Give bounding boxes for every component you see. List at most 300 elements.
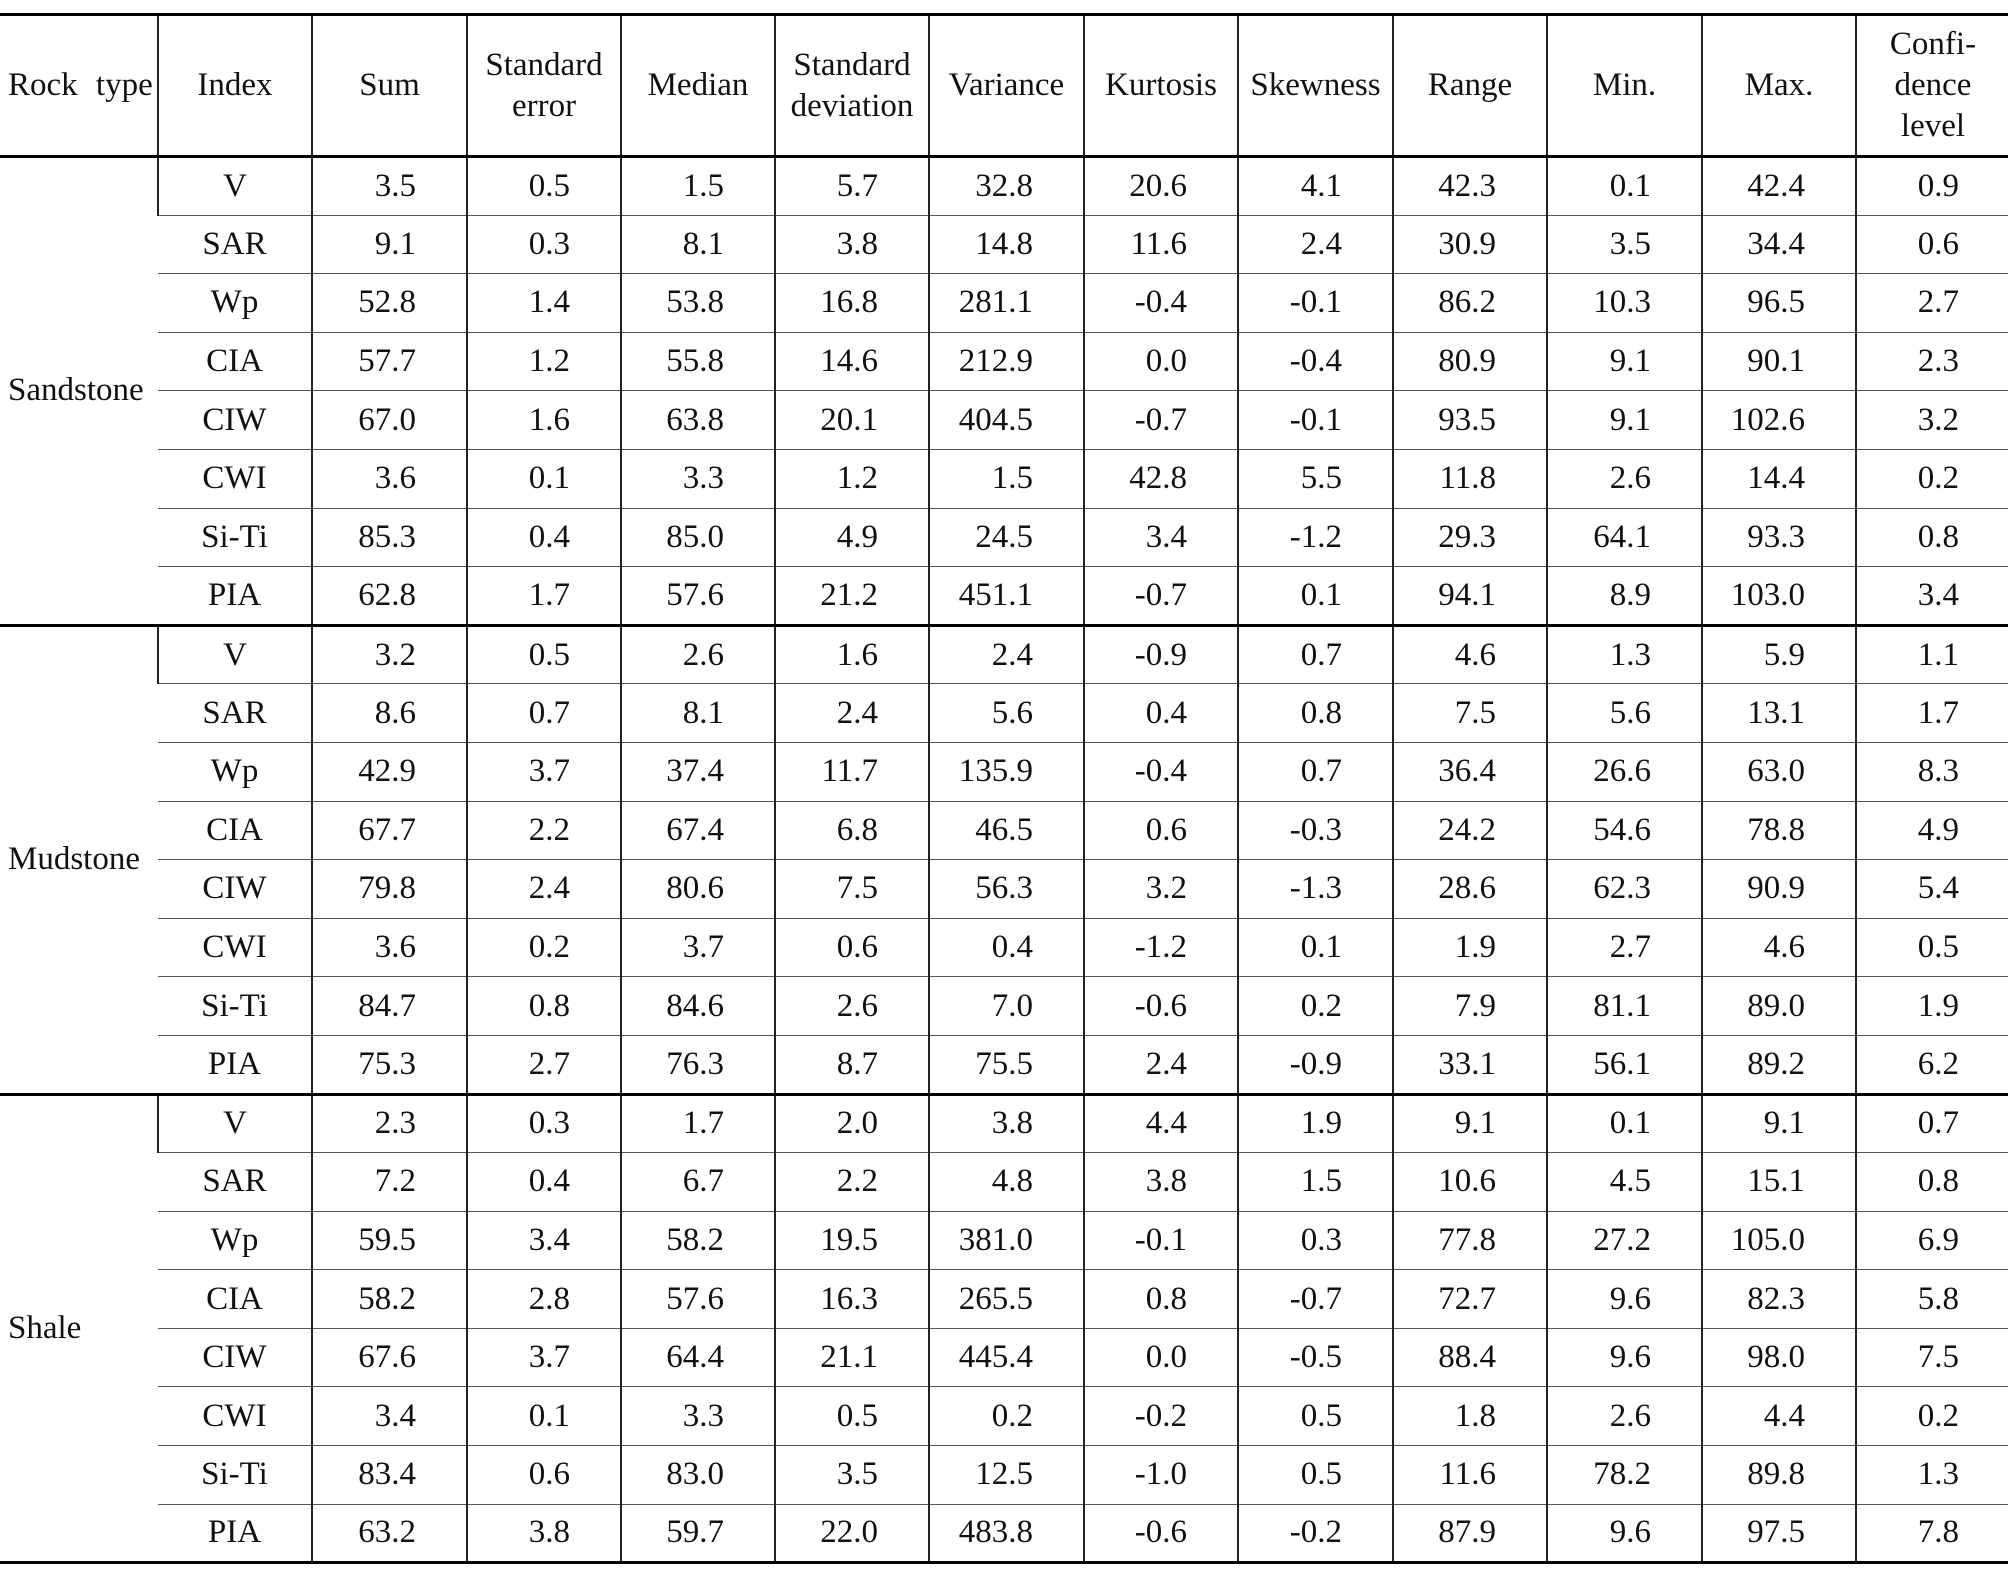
- value-cell: 20.6: [1084, 157, 1238, 216]
- value-cell: 7.0: [929, 977, 1084, 1036]
- value-cell: 89.0: [1702, 977, 1856, 1036]
- value-cell: 3.8: [1084, 1153, 1238, 1212]
- value-cell: 7.8: [1856, 1504, 2008, 1563]
- value-cell: 10.3: [1547, 274, 1702, 333]
- column-header-line: Index: [197, 67, 273, 103]
- value-cell: 13.1: [1702, 684, 1856, 743]
- value-cell: -0.3: [1238, 801, 1393, 860]
- value-cell: 3.2: [1856, 391, 2008, 450]
- value-cell: 56.1: [1547, 1035, 1702, 1094]
- value-cell: 84.6: [621, 977, 775, 1036]
- value-cell: 1.5: [1238, 1153, 1393, 1212]
- value-cell: 2.4: [1238, 215, 1393, 274]
- value-cell: -0.9: [1238, 1035, 1393, 1094]
- value-cell: 6.7: [621, 1153, 775, 1212]
- value-cell: 2.7: [1856, 274, 2008, 333]
- value-cell: 3.6: [312, 449, 467, 508]
- value-cell: 11.6: [1393, 1446, 1547, 1505]
- value-cell: -0.4: [1238, 332, 1393, 391]
- value-cell: 0.4: [929, 918, 1084, 977]
- table-row: [0, 860, 2008, 919]
- value-cell: 6.8: [775, 801, 929, 860]
- value-cell: 0.6: [775, 918, 929, 977]
- table-row: [0, 215, 2008, 274]
- table-row: [0, 508, 2008, 567]
- column-header-line: Min.: [1592, 67, 1657, 103]
- value-cell: -0.2: [1084, 1387, 1238, 1446]
- index-cell: CIA: [158, 1270, 312, 1329]
- value-cell: 14.6: [775, 332, 929, 391]
- column-header-line: Standard: [793, 46, 911, 83]
- value-cell: 0.5: [467, 625, 621, 684]
- value-cell: 58.2: [312, 1270, 467, 1329]
- value-cell: 12.5: [929, 1446, 1084, 1505]
- value-cell: 24.5: [929, 508, 1084, 567]
- value-cell: 5.5: [1238, 449, 1393, 508]
- value-cell: 11.6: [1084, 215, 1238, 274]
- value-cell: 42.3: [1393, 157, 1547, 216]
- table-row: [0, 742, 2008, 801]
- value-cell: 7.9: [1393, 977, 1547, 1036]
- value-cell: 9.1: [1547, 332, 1702, 391]
- value-cell: 0.1: [1238, 918, 1393, 977]
- value-cell: 3.4: [467, 1211, 621, 1270]
- index-cell: PIA: [158, 567, 312, 626]
- value-cell: 2.2: [467, 801, 621, 860]
- value-cell: 4.8: [929, 1153, 1084, 1212]
- value-cell: 83.4: [312, 1446, 467, 1505]
- value-cell: 9.1: [1393, 1094, 1547, 1153]
- value-cell: 7.5: [1393, 684, 1547, 743]
- column-header: [1547, 15, 1702, 157]
- table-row: [0, 918, 2008, 977]
- index-cell: V: [158, 625, 312, 684]
- table-row: [0, 567, 2008, 626]
- value-cell: -0.5: [1238, 1328, 1393, 1387]
- value-cell: 1.3: [1856, 1446, 2008, 1505]
- value-cell: 67.4: [621, 801, 775, 860]
- value-cell: 21.2: [775, 567, 929, 626]
- value-cell: 0.1: [467, 1387, 621, 1446]
- value-cell: 7.5: [1856, 1328, 2008, 1387]
- value-cell: 2.6: [1547, 449, 1702, 508]
- value-cell: -0.6: [1084, 977, 1238, 1036]
- table-row: [0, 391, 2008, 450]
- column-header: [1084, 15, 1238, 157]
- index-cell: SAR: [158, 684, 312, 743]
- column-header: [775, 15, 929, 157]
- value-cell: 0.2: [1856, 1387, 2008, 1446]
- value-cell: 19.5: [775, 1211, 929, 1270]
- value-cell: 1.6: [775, 625, 929, 684]
- value-cell: 2.3: [1856, 332, 2008, 391]
- value-cell: 1.9: [1238, 1094, 1393, 1153]
- value-cell: 63.8: [621, 391, 775, 450]
- value-cell: 22.0: [775, 1504, 929, 1563]
- index-cell: PIA: [158, 1504, 312, 1563]
- column-header-line: Variance: [948, 67, 1065, 103]
- value-cell: 212.9: [929, 332, 1084, 391]
- value-cell: 0.9: [1856, 157, 2008, 216]
- value-cell: 6.2: [1856, 1035, 2008, 1094]
- value-cell: -0.4: [1084, 274, 1238, 333]
- value-cell: 103.0: [1702, 567, 1856, 626]
- table-row: [0, 625, 2008, 684]
- value-cell: -1.2: [1084, 918, 1238, 977]
- value-cell: 1.8: [1393, 1387, 1547, 1446]
- value-cell: 0.2: [1856, 449, 2008, 508]
- value-cell: 89.2: [1702, 1035, 1856, 1094]
- index-cell: CIA: [158, 332, 312, 391]
- value-cell: 67.7: [312, 801, 467, 860]
- column-header-line: Max.: [1744, 67, 1814, 103]
- value-cell: 9.6: [1547, 1504, 1702, 1563]
- value-cell: 1.7: [467, 567, 621, 626]
- value-cell: 4.9: [1856, 801, 2008, 860]
- table-row: [0, 332, 2008, 391]
- value-cell: 16.8: [775, 274, 929, 333]
- value-cell: 2.2: [775, 1153, 929, 1212]
- value-cell: 2.4: [1084, 1035, 1238, 1094]
- value-cell: 81.1: [1547, 977, 1702, 1036]
- index-cell: Wp: [158, 1211, 312, 1270]
- value-cell: -0.7: [1084, 567, 1238, 626]
- value-cell: 54.6: [1547, 801, 1702, 860]
- value-cell: 5.7: [775, 157, 929, 216]
- value-cell: 8.1: [621, 215, 775, 274]
- value-cell: 281.1: [929, 274, 1084, 333]
- value-cell: 0.6: [467, 1446, 621, 1505]
- value-cell: 1.5: [929, 449, 1084, 508]
- table-row: [0, 1035, 2008, 1094]
- value-cell: 1.4: [467, 274, 621, 333]
- value-cell: 102.6: [1702, 391, 1856, 450]
- value-cell: 3.2: [312, 625, 467, 684]
- value-cell: 3.4: [1856, 567, 2008, 626]
- value-cell: 94.1: [1393, 567, 1547, 626]
- value-cell: 10.6: [1393, 1153, 1547, 1212]
- value-cell: 4.5: [1547, 1153, 1702, 1212]
- value-cell: 3.8: [775, 215, 929, 274]
- rock-type-cell: Shale: [0, 1094, 158, 1563]
- value-cell: 21.1: [775, 1328, 929, 1387]
- value-cell: 1.7: [621, 1094, 775, 1153]
- index-cell: CWI: [158, 918, 312, 977]
- index-cell: Wp: [158, 742, 312, 801]
- column-header: [467, 15, 621, 157]
- value-cell: 9.1: [312, 215, 467, 274]
- column-header: [0, 15, 158, 157]
- value-cell: -0.7: [1238, 1270, 1393, 1329]
- value-cell: 52.8: [312, 274, 467, 333]
- value-cell: 451.1: [929, 567, 1084, 626]
- value-cell: 0.8: [1856, 1153, 2008, 1212]
- value-cell: 0.8: [1238, 684, 1393, 743]
- column-header-line: dence: [1894, 67, 1972, 103]
- value-cell: 0.7: [1238, 742, 1393, 801]
- value-cell: 36.4: [1393, 742, 1547, 801]
- value-cell: 445.4: [929, 1328, 1084, 1387]
- value-cell: 42.9: [312, 742, 467, 801]
- value-cell: 2.8: [467, 1270, 621, 1329]
- column-header-line: level: [1900, 108, 1966, 144]
- value-cell: 4.4: [1084, 1094, 1238, 1153]
- value-cell: 0.2: [1238, 977, 1393, 1036]
- value-cell: 0.8: [467, 977, 621, 1036]
- value-cell: 88.4: [1393, 1328, 1547, 1387]
- value-cell: 80.6: [621, 860, 775, 919]
- index-cell: Si-Ti: [158, 977, 312, 1036]
- value-cell: 98.0: [1702, 1328, 1856, 1387]
- value-cell: 135.9: [929, 742, 1084, 801]
- column-header: [929, 15, 1084, 157]
- value-cell: 3.5: [775, 1446, 929, 1505]
- table-row: [0, 1446, 2008, 1505]
- value-cell: 79.8: [312, 860, 467, 919]
- table-row: [0, 1094, 2008, 1153]
- value-cell: 24.2: [1393, 801, 1547, 860]
- value-cell: -1.0: [1084, 1446, 1238, 1505]
- value-cell: 33.1: [1393, 1035, 1547, 1094]
- table-row: [0, 1153, 2008, 1212]
- value-cell: 8.6: [312, 684, 467, 743]
- index-cell: Wp: [158, 274, 312, 333]
- value-cell: 87.9: [1393, 1504, 1547, 1563]
- value-cell: 90.1: [1702, 332, 1856, 391]
- value-cell: 93.3: [1702, 508, 1856, 567]
- value-cell: 265.5: [929, 1270, 1084, 1329]
- column-header-line: Skewness: [1250, 67, 1381, 103]
- table-row: [0, 1328, 2008, 1387]
- value-cell: 89.8: [1702, 1446, 1856, 1505]
- value-cell: 0.8: [1084, 1270, 1238, 1329]
- value-cell: 1.2: [467, 332, 621, 391]
- value-cell: 2.6: [1547, 1387, 1702, 1446]
- value-cell: 0.5: [1238, 1446, 1393, 1505]
- value-cell: 3.2: [1084, 860, 1238, 919]
- value-cell: -0.2: [1238, 1504, 1393, 1563]
- value-cell: 34.4: [1702, 215, 1856, 274]
- index-cell: CIA: [158, 801, 312, 860]
- table-row: [0, 977, 2008, 1036]
- value-cell: 1.6: [467, 391, 621, 450]
- value-cell: 0.4: [467, 1153, 621, 1212]
- value-cell: 0.1: [1547, 1094, 1702, 1153]
- value-cell: 0.6: [1856, 215, 2008, 274]
- index-cell: V: [158, 1094, 312, 1153]
- value-cell: 0.4: [467, 508, 621, 567]
- value-cell: 9.1: [1702, 1094, 1856, 1153]
- index-cell: PIA: [158, 1035, 312, 1094]
- value-cell: -0.4: [1084, 742, 1238, 801]
- value-cell: 93.5: [1393, 391, 1547, 450]
- value-cell: 9.1: [1547, 391, 1702, 450]
- value-cell: 3.4: [312, 1387, 467, 1446]
- column-header: [621, 15, 775, 157]
- value-cell: 85.0: [621, 508, 775, 567]
- value-cell: 3.5: [312, 157, 467, 216]
- value-cell: 1.9: [1393, 918, 1547, 977]
- value-cell: 11.8: [1393, 449, 1547, 508]
- value-cell: 1.1: [1856, 625, 2008, 684]
- value-cell: 77.8: [1393, 1211, 1547, 1270]
- table-row: [0, 157, 2008, 216]
- value-cell: -1.2: [1238, 508, 1393, 567]
- value-cell: 1.7: [1856, 684, 2008, 743]
- value-cell: 0.2: [929, 1387, 1084, 1446]
- value-cell: 67.0: [312, 391, 467, 450]
- index-cell: CIW: [158, 391, 312, 450]
- value-cell: 55.8: [621, 332, 775, 391]
- value-cell: 9.6: [1547, 1328, 1702, 1387]
- column-header-line: Rock type: [8, 67, 153, 103]
- value-cell: 2.4: [467, 860, 621, 919]
- value-cell: 3.5: [1547, 215, 1702, 274]
- value-cell: 5.6: [929, 684, 1084, 743]
- column-header-line: Kurtosis: [1105, 67, 1217, 103]
- value-cell: 7.2: [312, 1153, 467, 1212]
- value-cell: 57.6: [621, 567, 775, 626]
- value-cell: 105.0: [1702, 1211, 1856, 1270]
- value-cell: 0.7: [1856, 1094, 2008, 1153]
- value-cell: 3.7: [467, 742, 621, 801]
- value-cell: 8.1: [621, 684, 775, 743]
- table-header-row: [0, 15, 2008, 157]
- value-cell: 80.9: [1393, 332, 1547, 391]
- index-cell: CIW: [158, 1328, 312, 1387]
- column-header-line: error: [511, 87, 577, 124]
- value-cell: 8.3: [1856, 742, 2008, 801]
- value-cell: 29.3: [1393, 508, 1547, 567]
- value-cell: 1.9: [1856, 977, 2008, 1036]
- value-cell: 20.1: [775, 391, 929, 450]
- value-cell: 0.4: [1084, 684, 1238, 743]
- value-cell: 0.1: [467, 449, 621, 508]
- value-cell: 83.0: [621, 1446, 775, 1505]
- value-cell: 46.5: [929, 801, 1084, 860]
- value-cell: 57.6: [621, 1270, 775, 1329]
- value-cell: 78.2: [1547, 1446, 1702, 1505]
- value-cell: 86.2: [1393, 274, 1547, 333]
- value-cell: 3.3: [621, 1387, 775, 1446]
- column-header-line: Median: [647, 67, 749, 103]
- value-cell: 63.2: [312, 1504, 467, 1563]
- value-cell: 59.5: [312, 1211, 467, 1270]
- value-cell: 85.3: [312, 508, 467, 567]
- value-cell: 4.9: [775, 508, 929, 567]
- value-cell: 3.7: [467, 1328, 621, 1387]
- value-cell: -0.1: [1084, 1211, 1238, 1270]
- column-header-line: Confi-: [1889, 26, 1977, 62]
- value-cell: 5.8: [1856, 1270, 2008, 1329]
- value-cell: 14.8: [929, 215, 1084, 274]
- value-cell: 0.5: [775, 1387, 929, 1446]
- value-cell: -0.9: [1084, 625, 1238, 684]
- value-cell: 3.4: [1084, 508, 1238, 567]
- value-cell: 28.6: [1393, 860, 1547, 919]
- value-cell: 82.3: [1702, 1270, 1856, 1329]
- value-cell: 1.2: [775, 449, 929, 508]
- value-cell: 72.7: [1393, 1270, 1547, 1329]
- value-cell: 404.5: [929, 391, 1084, 450]
- value-cell: 4.6: [1393, 625, 1547, 684]
- value-cell: 2.7: [1547, 918, 1702, 977]
- rock-type-cell: Mudstone: [0, 625, 158, 1094]
- value-cell: 0.6: [1084, 801, 1238, 860]
- value-cell: 5.4: [1856, 860, 2008, 919]
- value-cell: 0.3: [1238, 1211, 1393, 1270]
- value-cell: 0.5: [1238, 1387, 1393, 1446]
- index-cell: CWI: [158, 1387, 312, 1446]
- table-row: [0, 449, 2008, 508]
- table-row: [0, 684, 2008, 743]
- value-cell: 58.2: [621, 1211, 775, 1270]
- value-cell: 76.3: [621, 1035, 775, 1094]
- value-cell: 97.5: [1702, 1504, 1856, 1563]
- value-cell: 84.7: [312, 977, 467, 1036]
- value-cell: 62.8: [312, 567, 467, 626]
- value-cell: 0.2: [467, 918, 621, 977]
- value-cell: 26.6: [1547, 742, 1702, 801]
- value-cell: 30.9: [1393, 215, 1547, 274]
- value-cell: 37.4: [621, 742, 775, 801]
- value-cell: 0.3: [467, 1094, 621, 1153]
- value-cell: -0.7: [1084, 391, 1238, 450]
- value-cell: 75.5: [929, 1035, 1084, 1094]
- value-cell: 57.7: [312, 332, 467, 391]
- value-cell: 4.6: [1702, 918, 1856, 977]
- index-cell: Si-Ti: [158, 508, 312, 567]
- value-cell: 3.6: [312, 918, 467, 977]
- value-cell: 8.7: [775, 1035, 929, 1094]
- value-cell: 64.1: [1547, 508, 1702, 567]
- value-cell: 42.4: [1702, 157, 1856, 216]
- column-header: [1238, 15, 1393, 157]
- table-row: [0, 274, 2008, 333]
- value-cell: 2.7: [467, 1035, 621, 1094]
- value-cell: 9.6: [1547, 1270, 1702, 1329]
- value-cell: 8.9: [1547, 567, 1702, 626]
- table-body: [0, 157, 2008, 1563]
- value-cell: 0.3: [467, 215, 621, 274]
- value-cell: 2.4: [929, 625, 1084, 684]
- value-cell: 3.8: [929, 1094, 1084, 1153]
- value-cell: 0.0: [1084, 332, 1238, 391]
- index-cell: V: [158, 157, 312, 216]
- table-row: [0, 1504, 2008, 1563]
- value-cell: 32.8: [929, 157, 1084, 216]
- value-cell: 3.8: [467, 1504, 621, 1563]
- value-cell: 5.9: [1702, 625, 1856, 684]
- statistics-table: [0, 13, 2008, 1564]
- rock-type-cell: Sandstone: [0, 157, 158, 626]
- column-header: [312, 15, 467, 157]
- value-cell: 75.3: [312, 1035, 467, 1094]
- value-cell: 63.0: [1702, 742, 1856, 801]
- value-cell: 11.7: [775, 742, 929, 801]
- value-cell: 64.4: [621, 1328, 775, 1387]
- value-cell: 6.9: [1856, 1211, 2008, 1270]
- value-cell: -0.6: [1084, 1504, 1238, 1563]
- value-cell: 90.9: [1702, 860, 1856, 919]
- value-cell: 3.7: [621, 918, 775, 977]
- value-cell: 1.3: [1547, 625, 1702, 684]
- value-cell: 53.8: [621, 274, 775, 333]
- table-row: [0, 1270, 2008, 1329]
- table-row: [0, 801, 2008, 860]
- value-cell: 4.4: [1702, 1387, 1856, 1446]
- index-cell: SAR: [158, 215, 312, 274]
